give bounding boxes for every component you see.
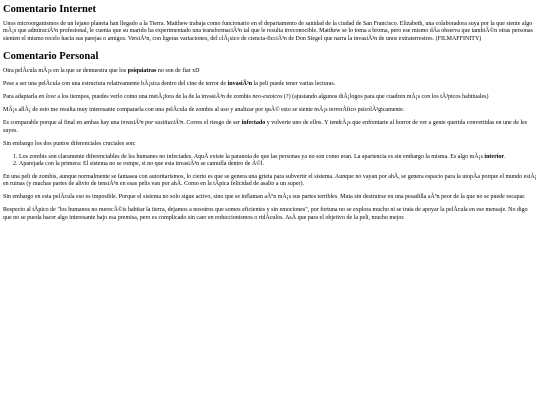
personal-paragraph-9: Respecto al tÃpico de "los humanos no merecÃ©is habitar la tierra, dejamos a nosotros que somos eficientes y sin emociones", por fortuna no se explora mucho ni se trata de apoyar la pelÃcula en ese mensaje. No digo que no se pueda hacer algo interesante bajo esa premisa, pero es complicado sin caer en reduccionismos o ridÃculos. AsÃ que para el objetivo de la peli, mucho mejor.	[3, 207, 528, 221]
text: Otra pelÃcula mÃ¡s en la que se demuestra que los	[3, 68, 128, 75]
italic-text: love	[45, 94, 56, 101]
personal-paragraph-5	[3, 120, 537, 135]
list-item	[19, 154, 537, 161]
text: (?) (ajustando algunos diÃ¡logos para que cuadren mÃ¡s con los tÃ³picos habituales)	[282, 94, 489, 101]
text: y volverte uno de ellos. Y tendrÃ¡s que enfrentarte al horror de ver a gente querida convertidas en une de les suyes.	[3, 120, 528, 134]
personal-paragraph-2	[3, 81, 537, 88]
italic-text: invasiÃ³n por sustituciÃ³n	[120, 120, 184, 127]
text: Para adaptarla en	[3, 94, 46, 101]
text: .	[504, 153, 506, 160]
bold-text: interior	[484, 153, 505, 160]
personal-paragraph-1	[3, 68, 537, 75]
bold-text: infectado	[241, 120, 266, 127]
bold-text: invasiÃ³n	[227, 81, 253, 88]
personal-paragraph-6: Sin embargo los dos puntos diferenciales cruciales son:	[3, 140, 136, 147]
text: Los zombis son claramente diferenciables de les humanes no infectades. AquÃ existe la paranoia de que las personas ya no son como eran. La apariencia es sin embargo la misma. Es algo mÃ¡s	[19, 153, 485, 160]
section-heading-personal: Comentario Personal	[3, 51, 99, 63]
text: Es comparable porque al final en ambas hay una	[3, 120, 121, 127]
differences-list	[3, 154, 537, 169]
text: no son de fiar xD	[156, 68, 200, 75]
personal-paragraph-8: Sin embargo en esta pelÃcula eso es imposible. Porque el sistema no solo sigue activo, sino que se inflaman aÃºn mÃ¡s sus partes terribles. Muta sin destruirse en una pesadilla aÃºn peor de la que no se puede escapar.	[3, 194, 526, 201]
bold-text: psiquiatras	[127, 68, 157, 75]
personal-paragraph-3	[3, 94, 537, 101]
list-item: 2. Aparejada con la primera: El sistema no se rompe, si no que esta invasiÃ³n se camufla dentro de Ã©l.	[19, 161, 537, 168]
text: Pese a ser una pelÃcula con una estructura relativamente bÃ¡sica dentro del cine de terror de	[3, 81, 228, 88]
text: . Corres el riesgo de ser	[183, 120, 242, 127]
section-heading-internet: Comentario Internet	[3, 4, 97, 15]
text: a los tiempos, puedes verlo como una metÃ¡fora de la de la invasiÃ³n de zombis	[55, 94, 253, 101]
italic-text: neo-estoicos	[252, 94, 283, 101]
personal-paragraph-7: En una peli de zombis, aunque normalmente se fantasea con autoritarismos, lo cierto es que se genera una grieta para subvertir el sistema. Aunque no vayan por ahÃ, se genera espacio para la utopÃa porque el mundo estÃ¡ en ruinas (y muchas partes de alivio de tensiÃ³n en esas pelis van por ahÃ. Como en la tÃpica felicidad de asalto a un super).	[3, 174, 537, 188]
personal-paragraph-4: MÃ¡s allÃ¡ de esto me resulta muy interesante compararla con una pelÃcula de zombis al uso y analizar por quÃ© esto se siente mÃ¡s terrorÃfico psicolÃ³gicamente.	[3, 107, 405, 114]
text: la peli puede tener varias lecturas.	[252, 81, 336, 88]
internet-synopsis: Unos microorganismos de un lejano planeta han llegado a la Tierra. Matthew trabaja como funcionario en el departamento de sanidad de la ciudad de San Francisco. Elizabeth, una colaboradora suya por la que siente algo mÃ¡s que admiraciÃ³n profesional, le cuenta que su marido ha experimentado una transformaciÃ³n tal que le resulta irreconocible. Matthew se lo toma a broma, pero ese mismo dÃa observa que tambiÃ©n otras personas sienten el mismo recelo hacia sus parejas o amigos. VersiÃ³n, con ligeras variaciones, del clÃ¡sico de ciencia-ficciÃ³n de Don Siegel que narra la invasiÃ³n de unos extraterrestres. (FILMAFFINITY)	[3, 21, 533, 42]
